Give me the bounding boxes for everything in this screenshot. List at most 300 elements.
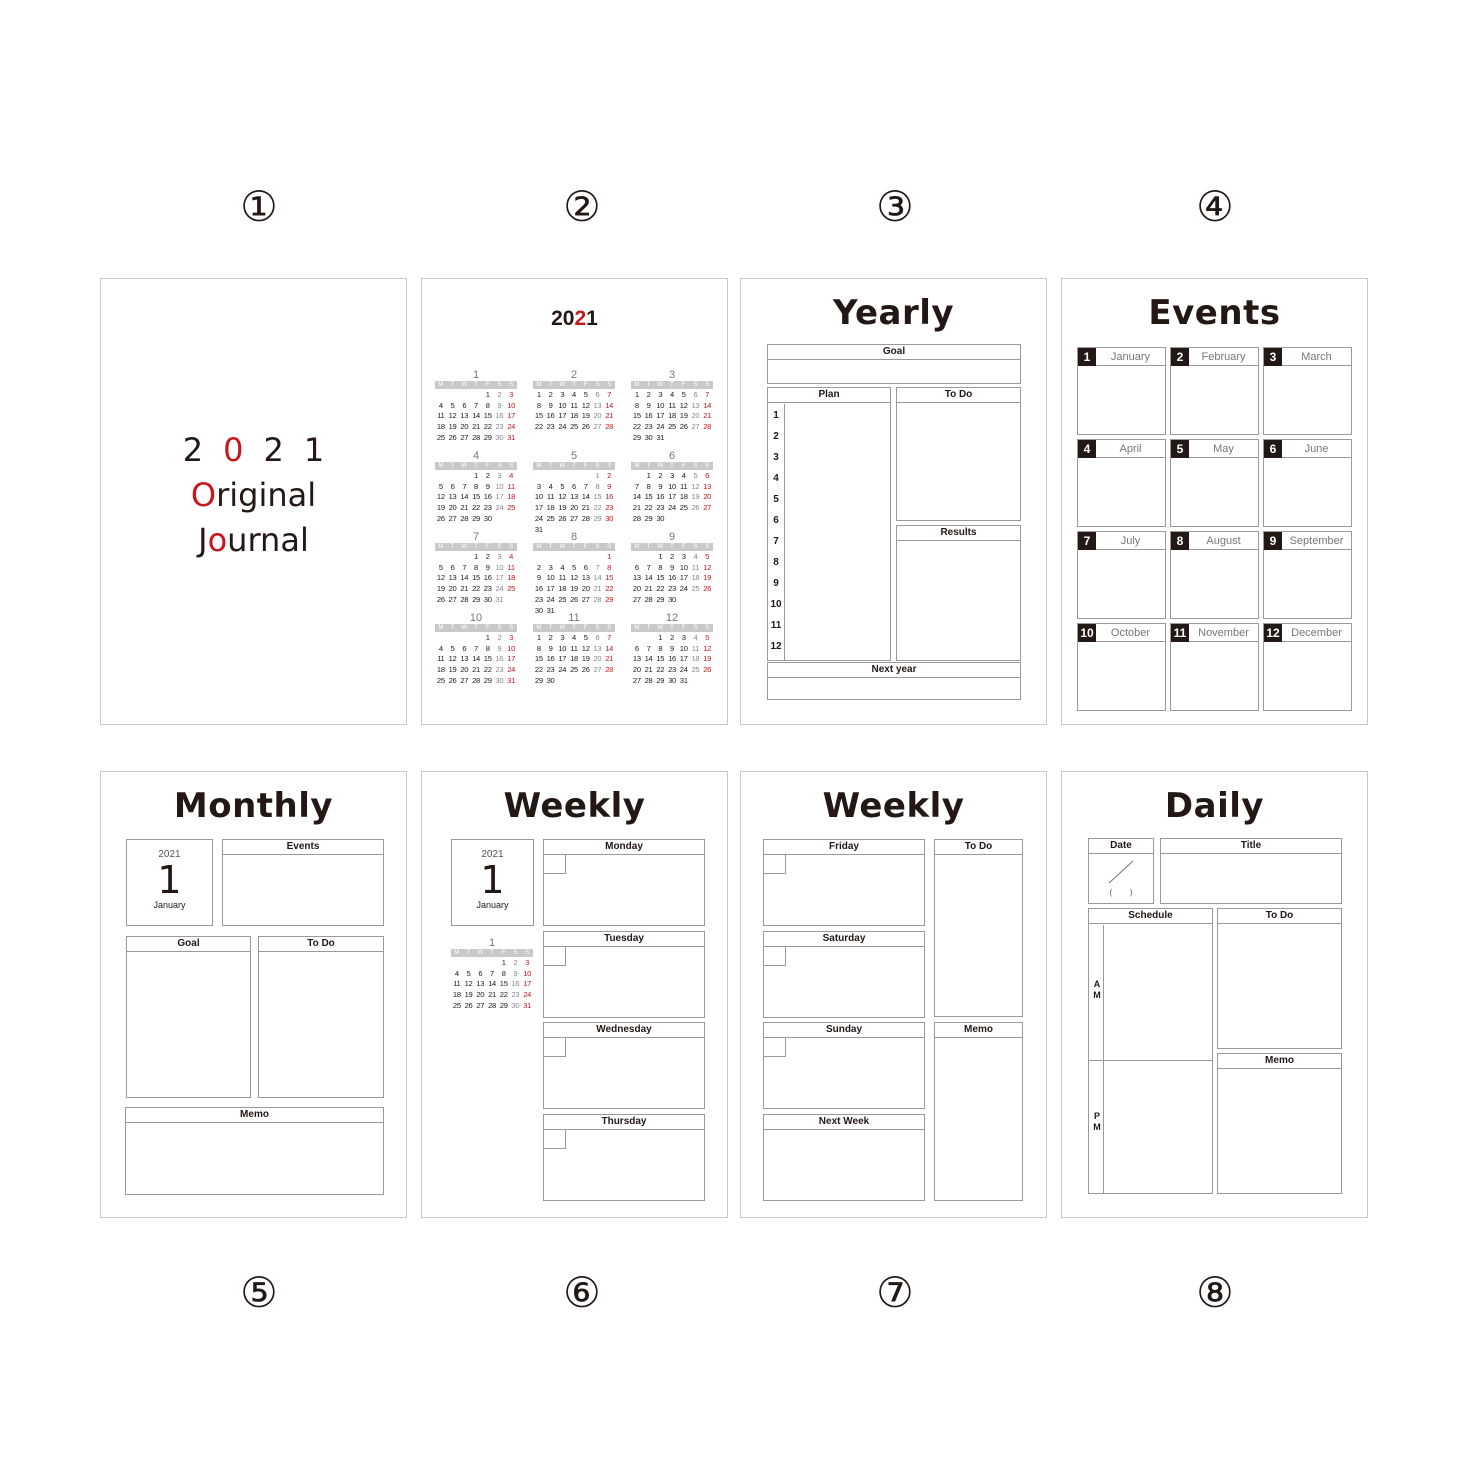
day-cell: 13 xyxy=(703,481,712,491)
day-cell: 24 xyxy=(507,665,516,675)
day-cell: 11 xyxy=(507,481,515,491)
month-name: January xyxy=(1096,348,1165,366)
empty-cell xyxy=(580,471,592,482)
event-month-box xyxy=(1170,623,1259,711)
day-cell: 10 xyxy=(534,492,543,502)
month-number: 10 xyxy=(469,612,483,624)
day-cell: 11 xyxy=(558,573,566,583)
weekday-label: M xyxy=(536,463,542,469)
day-cell: 7 xyxy=(474,400,478,410)
day-cell: 19 xyxy=(558,503,567,513)
label-page-4: ④ xyxy=(1196,182,1234,231)
weekday-label: F xyxy=(681,463,686,469)
day-cell: 11 xyxy=(680,481,688,491)
day-cell: 17 xyxy=(558,411,567,421)
day-cell: 25 xyxy=(436,432,445,442)
day-cell: 20 xyxy=(476,990,485,1000)
empty-cell xyxy=(486,958,498,969)
day-cell: 15 xyxy=(534,654,543,664)
day-cell: 21 xyxy=(605,411,614,421)
calendar-year xyxy=(422,307,727,331)
day-cell: 7 xyxy=(634,481,639,491)
page-title: Yearly xyxy=(832,293,955,333)
day-cell: 27 xyxy=(570,513,578,523)
weekday-label: S xyxy=(513,950,518,956)
month-number-tag: 9 xyxy=(1264,532,1282,550)
day-cell: 7 xyxy=(583,481,588,491)
day-cell: 24 xyxy=(679,665,688,675)
page-annual-calendar xyxy=(421,278,728,725)
weekday-label: S xyxy=(705,382,710,388)
day-cell: 16 xyxy=(546,654,555,664)
weekday-label: F xyxy=(583,625,588,631)
weekday-label: T xyxy=(572,544,576,550)
day-cell: 30 xyxy=(605,513,614,523)
weekday-header xyxy=(631,462,713,470)
weekday-label: F xyxy=(485,544,490,550)
todo-label: To Do xyxy=(1218,909,1341,924)
day-cell: 14 xyxy=(593,573,602,583)
day-cell: 1 xyxy=(485,633,490,642)
month-number: 1 xyxy=(488,937,496,949)
day-cell: 30 xyxy=(483,594,492,604)
weekday-label: F xyxy=(681,625,686,631)
day-cell: 1 xyxy=(658,633,663,642)
month-name: June xyxy=(1282,440,1351,458)
weekday-header xyxy=(435,381,517,389)
day-cell: 27 xyxy=(593,422,602,432)
weekday-label: S xyxy=(595,463,600,469)
day-cell: 3 xyxy=(525,958,530,967)
empty-cell xyxy=(435,390,447,401)
month-name: March xyxy=(1282,348,1351,366)
cover-title-journal xyxy=(101,521,406,559)
day-cell: 6 xyxy=(634,562,639,572)
weekday-label: S xyxy=(595,382,600,388)
weekday-label: W xyxy=(559,463,566,469)
day-box-friday xyxy=(763,839,925,926)
empty-cell xyxy=(592,552,604,563)
day-cell: 15 xyxy=(483,654,492,664)
plan-row-number: 4 xyxy=(773,473,779,484)
day-cell: 15 xyxy=(472,492,480,502)
day-cell: 24 xyxy=(679,584,688,594)
day-cell: 4 xyxy=(438,643,443,653)
todo-label: To Do xyxy=(259,937,383,952)
event-month-box xyxy=(1170,347,1259,435)
day-cell: 25 xyxy=(668,422,676,432)
day-cell: 28 xyxy=(460,594,469,604)
day-cell: 15 xyxy=(605,573,614,583)
day-cell: 29 xyxy=(593,513,602,523)
day-grid xyxy=(631,471,713,525)
day-cell: 17 xyxy=(523,979,532,989)
month-number: 3 xyxy=(668,369,676,381)
day-cell: 1 xyxy=(501,958,506,967)
day-cell: 31 xyxy=(507,432,516,442)
plan-row-number: 5 xyxy=(773,494,779,505)
cover-text: riginal xyxy=(216,476,317,514)
day-cell: 25 xyxy=(570,422,578,432)
weekday-label: F xyxy=(681,382,686,388)
day-cell: 8 xyxy=(595,481,600,491)
empty-cell xyxy=(470,633,482,644)
todo-box xyxy=(934,839,1023,1017)
day-cell: 12 xyxy=(570,573,578,583)
empty-cell xyxy=(458,633,470,644)
weekday-label: M xyxy=(536,625,542,631)
day-cell: 23 xyxy=(495,665,504,675)
weekday-header xyxy=(533,462,615,470)
day-cell: 4 xyxy=(454,968,459,978)
weekday-label: F xyxy=(485,625,490,631)
month-number-tag: 12 xyxy=(1264,624,1282,642)
day-cell: 26 xyxy=(703,584,712,594)
month-number: 1 xyxy=(472,369,480,381)
weekday-label: S xyxy=(595,625,600,631)
calendar-year-part: 1 xyxy=(586,307,598,330)
day-cell: 18 xyxy=(679,492,688,502)
page-title: Events xyxy=(1148,293,1281,333)
day-cell: 30 xyxy=(511,1000,520,1010)
day-cell: 13 xyxy=(460,654,469,664)
weekday-label: M xyxy=(438,382,444,388)
todo-label: To Do xyxy=(935,840,1022,855)
todo-box xyxy=(1217,908,1342,1049)
day-cell: 27 xyxy=(632,594,641,604)
day-cell: 18 xyxy=(570,411,578,421)
weekday-label: T xyxy=(450,463,455,469)
day-cell: 11 xyxy=(691,643,700,653)
day-cell: 28 xyxy=(488,1000,496,1010)
day-cell: 24 xyxy=(546,594,555,604)
day-cell: 14 xyxy=(460,573,469,583)
label-page-8: ⑧ xyxy=(1196,1268,1234,1317)
day-cell: 24 xyxy=(656,422,665,432)
day-cell: 5 xyxy=(705,552,710,561)
day-cell: 24 xyxy=(495,584,504,594)
day-cell: 9 xyxy=(485,562,490,572)
weekday-label: T xyxy=(490,950,494,956)
day-cell: 7 xyxy=(462,481,467,491)
weekday-label: W xyxy=(657,382,664,388)
day-cell: 25 xyxy=(507,503,516,513)
day-cell: 13 xyxy=(570,492,578,502)
day-cell: 29 xyxy=(472,513,480,523)
day-cell: 4 xyxy=(548,481,553,491)
day-cell: 26 xyxy=(691,503,700,513)
memo-label: Memo xyxy=(935,1023,1022,1038)
day-cell: 24 xyxy=(558,665,567,675)
empty-cell xyxy=(631,552,643,563)
day-cell: 22 xyxy=(483,422,492,432)
day-cell: 9 xyxy=(548,643,553,653)
day-cell: 17 xyxy=(679,573,688,583)
day-cell: 4 xyxy=(509,552,514,561)
weekday-header xyxy=(533,624,615,632)
day-cell: 19 xyxy=(448,665,457,675)
day-cell: 26 xyxy=(570,594,578,604)
plan-row-number: 2 xyxy=(773,431,779,442)
day-cell: 1 xyxy=(595,471,600,480)
label-page-6: ⑥ xyxy=(563,1268,601,1317)
day-cell: 30 xyxy=(495,675,504,685)
day-cell: 12 xyxy=(581,643,590,653)
day-cell: 10 xyxy=(679,562,688,572)
day-cell: 21 xyxy=(644,584,653,594)
day-cell: 17 xyxy=(507,411,516,421)
day-cell: 25 xyxy=(679,503,688,513)
day-cell: 27 xyxy=(581,594,590,604)
empty-cell xyxy=(556,552,568,563)
day-cell: 29 xyxy=(499,1000,508,1010)
weekday-label: T xyxy=(572,625,576,631)
weekday-label: T xyxy=(474,382,478,388)
day-cell: 12 xyxy=(703,562,712,572)
memo-box xyxy=(125,1107,384,1195)
weekday-label: S xyxy=(509,463,514,469)
day-cell: 22 xyxy=(656,665,665,675)
day-cell: 5 xyxy=(583,390,588,399)
weekday-label: T xyxy=(670,463,674,469)
day-cell: 29 xyxy=(472,594,480,604)
day-cell: 6 xyxy=(572,481,576,491)
day-cell: 29 xyxy=(632,432,641,442)
empty-cell xyxy=(580,552,592,563)
day-cell: 3 xyxy=(536,481,541,491)
date-month: January xyxy=(153,900,186,910)
plan-row-number: 1 xyxy=(773,410,779,421)
day-cell: 17 xyxy=(534,503,543,513)
plan-box xyxy=(767,387,891,661)
day-cell: 13 xyxy=(448,573,457,583)
day-cell: 5 xyxy=(681,390,686,399)
day-cell: 31 xyxy=(546,605,555,615)
day-cell: 12 xyxy=(703,643,712,653)
day-cell: 27 xyxy=(448,513,457,523)
day-cell: 16 xyxy=(495,411,504,421)
day-cell: 25 xyxy=(546,513,555,523)
day-cell: 19 xyxy=(448,422,457,432)
month-calendar xyxy=(533,450,615,535)
day-cell: 26 xyxy=(679,422,688,432)
day-cell: 16 xyxy=(668,573,676,583)
day-cell: 20 xyxy=(460,422,469,432)
day-cell: 20 xyxy=(460,665,469,675)
day-cell: 8 xyxy=(646,481,651,491)
schedule-divider xyxy=(1103,925,1104,1193)
day-cell: 25 xyxy=(452,1000,461,1010)
weekday-label: T xyxy=(466,950,471,956)
day-cell: 22 xyxy=(605,584,614,594)
day-cell: 2 xyxy=(658,471,663,480)
day-cell: 18 xyxy=(452,990,461,1000)
empty-cell xyxy=(568,471,580,482)
weekday-label: T xyxy=(572,382,576,388)
weekday-label: W xyxy=(559,382,566,388)
day-cell: 2 xyxy=(607,471,612,480)
day-grid xyxy=(533,390,615,433)
day-cell: 12 xyxy=(448,411,457,421)
weekday-label: T xyxy=(646,463,651,469)
day-cell: 26 xyxy=(436,513,445,523)
day-cell: 13 xyxy=(448,492,457,502)
day-cell: 2 xyxy=(497,390,502,399)
weekday-header xyxy=(435,462,517,470)
day-cell: 4 xyxy=(693,633,698,642)
day-cell: 23 xyxy=(546,422,555,432)
empty-cell xyxy=(533,552,545,563)
empty-cell xyxy=(458,390,470,401)
page-monthly xyxy=(100,771,407,1218)
day-cell: 3 xyxy=(497,471,502,480)
weekday-header xyxy=(533,381,615,389)
day-cell: 2 xyxy=(513,958,518,967)
day-cell: 6 xyxy=(693,390,698,399)
day-cell: 11 xyxy=(507,562,515,572)
day-cell: 18 xyxy=(691,654,700,664)
day-cell: 18 xyxy=(546,503,555,513)
cover-year-digit: 2 xyxy=(182,431,224,469)
date-year: 2021 xyxy=(158,849,181,860)
day-cell: 12 xyxy=(436,492,445,502)
day-cell: 20 xyxy=(448,584,457,594)
weekday-label: M xyxy=(438,463,444,469)
day-cell: 23 xyxy=(546,665,555,675)
event-month-box xyxy=(1077,623,1166,711)
day-cell: 28 xyxy=(460,513,469,523)
next-year-label: Next year xyxy=(768,663,1020,678)
month-calendar xyxy=(533,369,615,433)
weekday-label: S xyxy=(607,382,612,388)
schedule-box xyxy=(1088,908,1213,1194)
day-cell: 2 xyxy=(497,633,502,642)
weekday-label: S xyxy=(693,382,698,388)
am-letter: A xyxy=(1093,979,1101,989)
weekday-label: W xyxy=(657,544,664,550)
day-cell: 9 xyxy=(607,481,612,491)
weekday-label: M xyxy=(536,382,542,388)
day-cell: 18 xyxy=(507,573,516,583)
day-cell: 22 xyxy=(656,584,665,594)
title-label: Title xyxy=(1161,839,1341,854)
day-cell: 26 xyxy=(448,432,457,442)
weekday-label: M xyxy=(634,544,640,550)
page-events xyxy=(1061,278,1368,725)
day-cell: 20 xyxy=(632,665,641,675)
page-title: Weekly xyxy=(822,786,965,826)
empty-cell xyxy=(458,471,470,482)
am-label xyxy=(1091,979,1103,1001)
day-cell: 22 xyxy=(472,503,480,513)
weekday-label: T xyxy=(670,625,674,631)
day-cell: 12 xyxy=(691,481,700,491)
weekday-label: S xyxy=(693,625,698,631)
date-block xyxy=(451,839,534,926)
day-cell: 15 xyxy=(472,573,480,583)
day-cell: 3 xyxy=(497,552,502,561)
day-cell: 16 xyxy=(668,654,676,664)
day-cell: 11 xyxy=(546,492,555,502)
day-cell: 20 xyxy=(632,584,641,594)
month-calendar xyxy=(631,531,713,606)
day-cell: 17 xyxy=(656,411,665,421)
am-pm-divider xyxy=(1089,1060,1212,1061)
day-cell: 23 xyxy=(534,594,543,604)
weekday-label: T xyxy=(646,625,651,631)
weekday-label: T xyxy=(548,382,553,388)
weekday-label: T xyxy=(670,544,674,550)
day-cell: 25 xyxy=(507,584,516,594)
day-cell: 27 xyxy=(460,675,469,685)
weekday-label: M xyxy=(634,625,640,631)
day-cell: 5 xyxy=(583,633,588,642)
day-box-thursday xyxy=(543,1114,705,1201)
day-cell: 5 xyxy=(450,643,455,653)
day-cell: 27 xyxy=(448,594,457,604)
weekday-label: S xyxy=(595,544,600,550)
weekday-label: T xyxy=(670,382,674,388)
day-cell: 1 xyxy=(536,633,541,642)
day-cell: 14 xyxy=(632,492,641,502)
empty-cell xyxy=(643,633,655,644)
day-cell: 10 xyxy=(523,968,532,978)
day-cell: 14 xyxy=(644,573,653,583)
day-cell: 23 xyxy=(668,665,676,675)
day-cell: 18 xyxy=(436,422,445,432)
day-label: Wednesday xyxy=(544,1023,704,1038)
day-cell: 3 xyxy=(560,390,565,399)
day-cell: 23 xyxy=(483,503,492,513)
day-cell: 21 xyxy=(605,654,614,664)
pm-letter: M xyxy=(1093,1122,1101,1132)
events-box xyxy=(222,839,384,926)
day-cell: 16 xyxy=(511,979,520,989)
day-cell: 14 xyxy=(460,492,469,502)
todo-box xyxy=(896,387,1021,521)
day-cell: 12 xyxy=(448,654,457,664)
date-year: 2021 xyxy=(481,849,504,860)
day-cell: 15 xyxy=(656,573,665,583)
day-cell: 11 xyxy=(437,654,445,664)
day-cell: 16 xyxy=(605,492,614,502)
day-cell: 29 xyxy=(483,432,492,442)
day-cell: 8 xyxy=(607,562,612,572)
weekday-label: S xyxy=(607,544,612,550)
day-cell: 14 xyxy=(472,654,480,664)
cover-title-original xyxy=(101,476,406,514)
day-cell: 8 xyxy=(485,400,490,410)
day-cell: 21 xyxy=(644,665,653,675)
day-cell: 10 xyxy=(495,562,504,572)
month-number: 8 xyxy=(570,531,578,543)
day-cell: 8 xyxy=(658,643,663,653)
day-cell: 5 xyxy=(705,633,710,642)
day-cell: 3 xyxy=(658,390,663,399)
day-cell: 10 xyxy=(656,400,665,410)
day-cell: 6 xyxy=(478,968,483,978)
empty-cell xyxy=(533,471,545,482)
weekday-label: T xyxy=(474,625,478,631)
day-cell: 5 xyxy=(438,481,443,491)
day-cell: 4 xyxy=(438,400,443,410)
event-month-box xyxy=(1263,439,1352,527)
day-cell: 21 xyxy=(460,584,469,594)
month-name: August xyxy=(1189,532,1258,550)
empty-cell xyxy=(556,471,568,482)
day-cell: 10 xyxy=(558,643,567,653)
day-cell: 5 xyxy=(438,562,443,572)
